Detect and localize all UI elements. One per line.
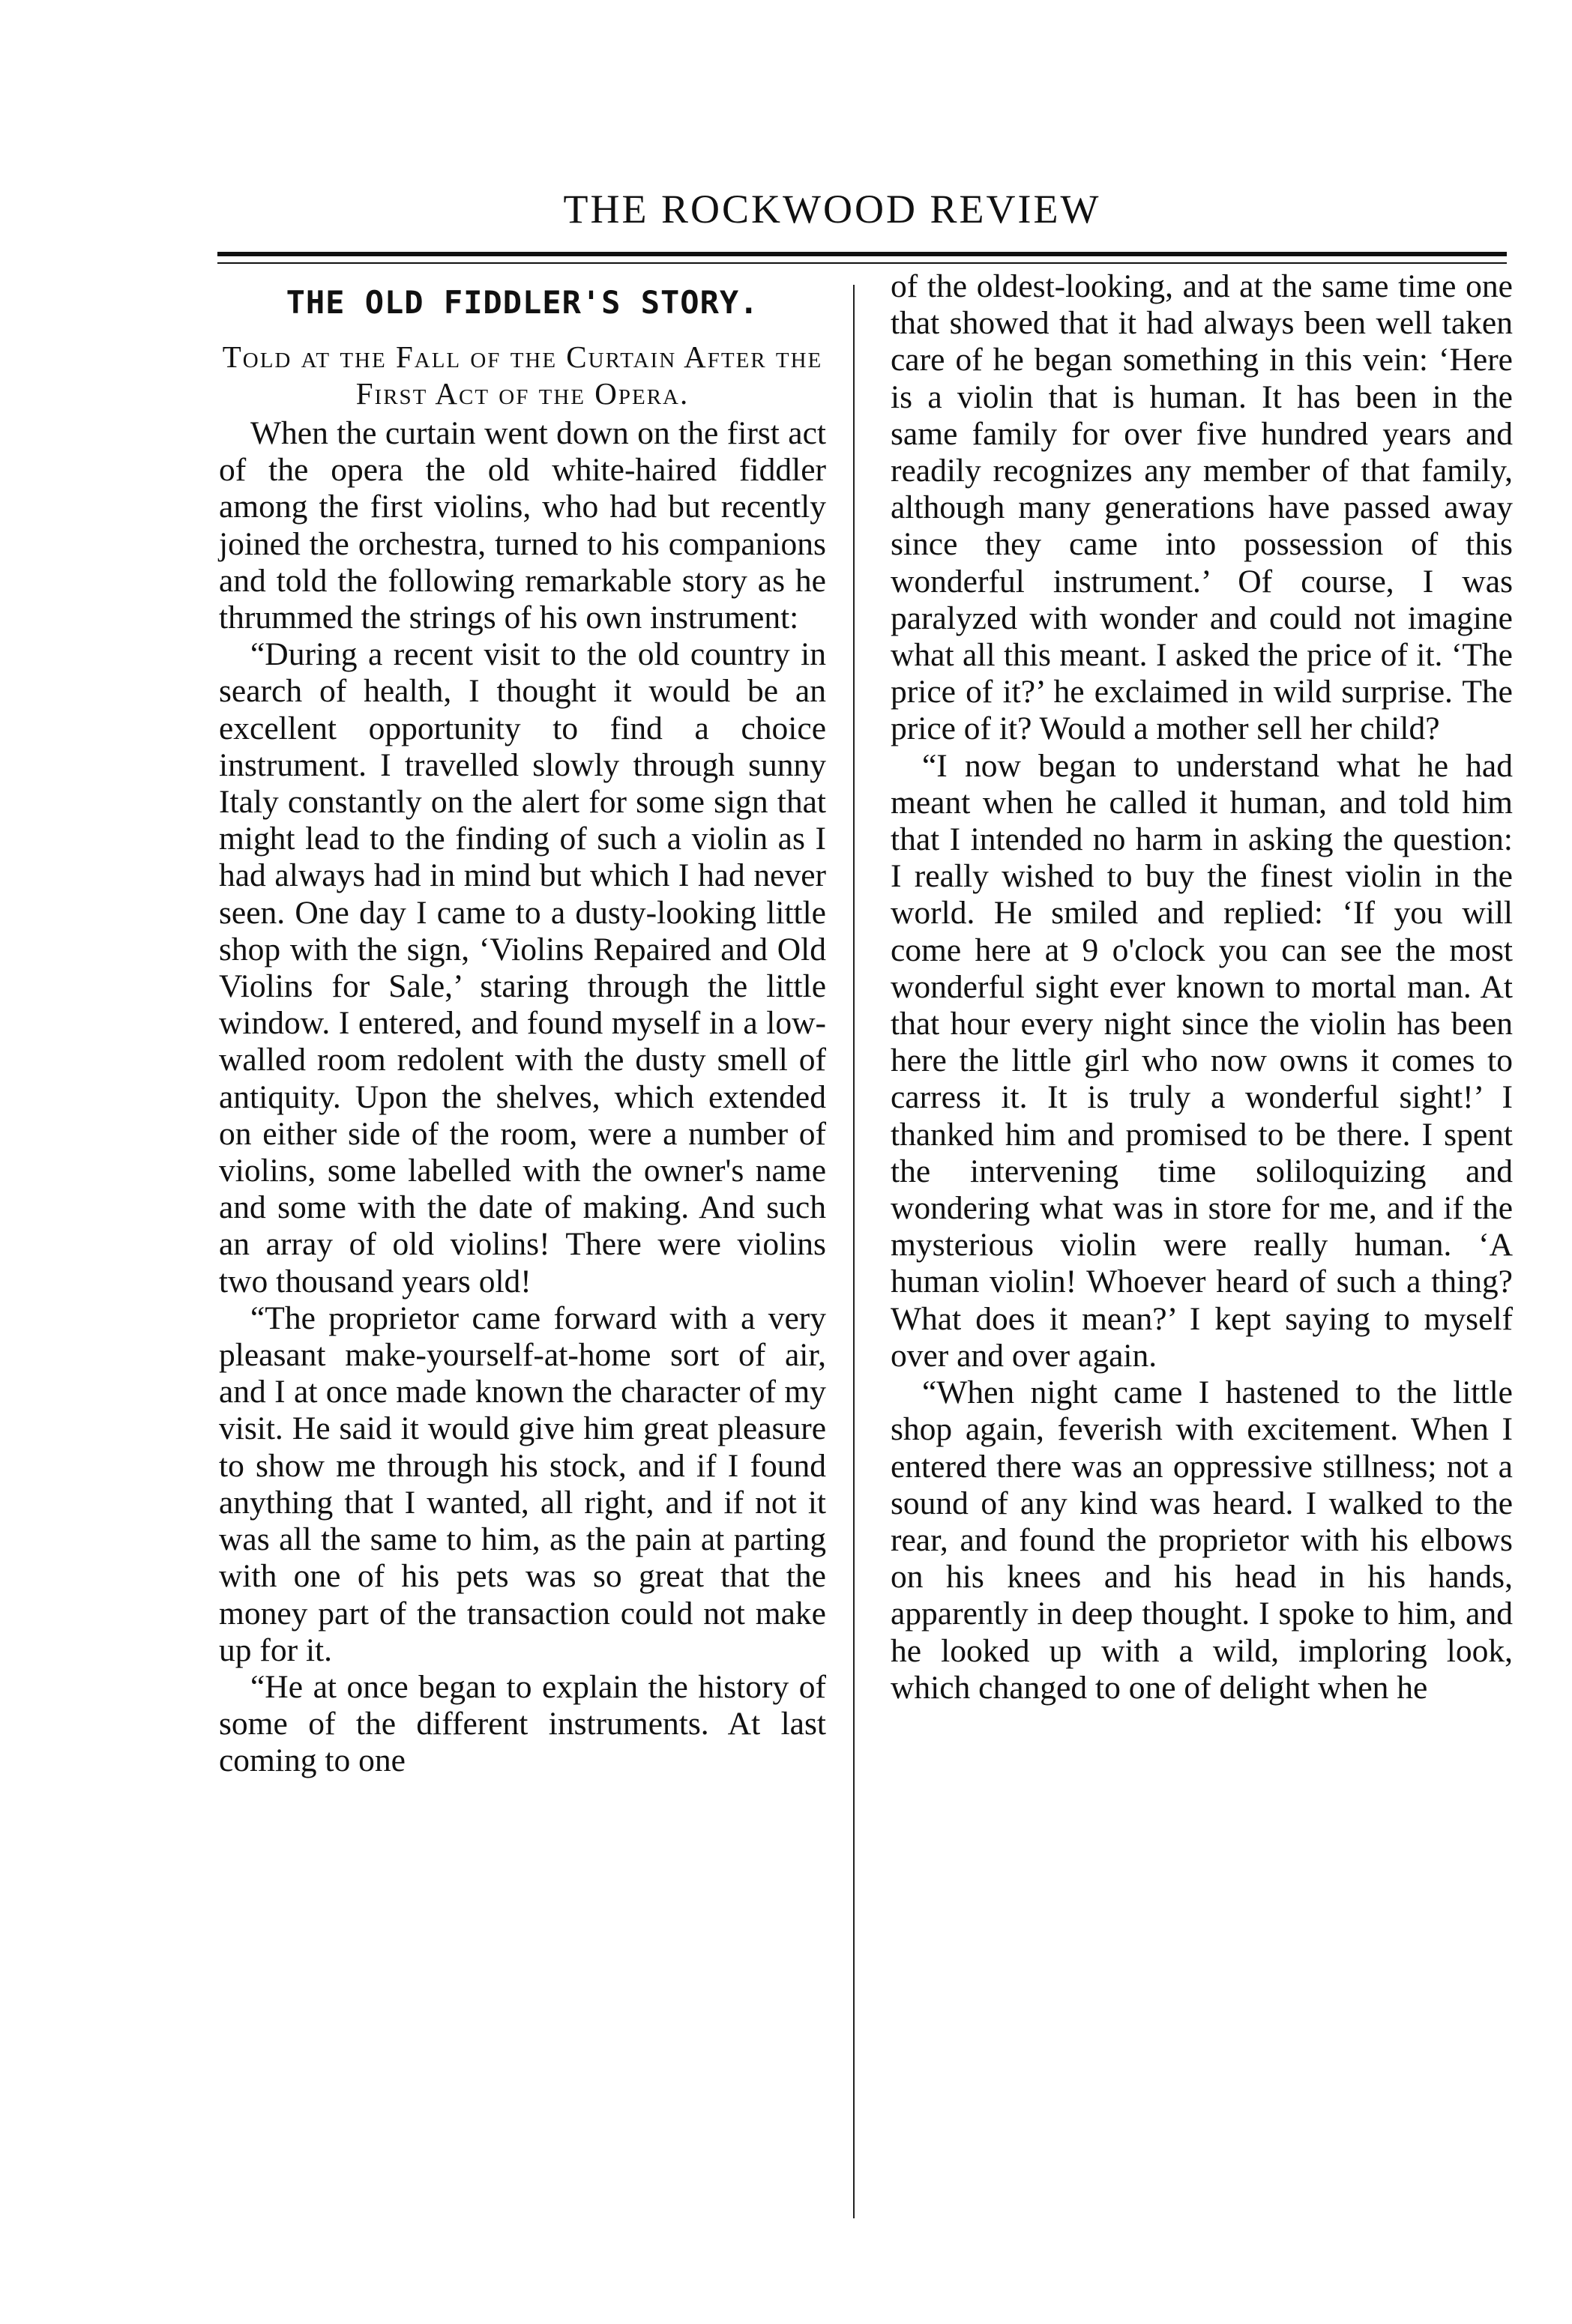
paragraph: “The proprietor came forward with a very pleasant make-yourself-at-home sort of air, and I at once made known the character of my visit. He said it would give him great pleasure to show me through his stock, and if I found anything that I wanted, all right, and if not it was all the same to him, as the pain at parting with one of his pets was so great that the money part of the transaction could not make up for it.: [219, 1300, 826, 1668]
paragraph: “He at once began to explain the history of some of the different instruments. At last coming to one: [219, 1668, 826, 1779]
running-head: THE ROCKWOOD REVIEW: [563, 187, 1101, 232]
paragraph: “During a recent visit to the old country in search of health, I thought it would be an excellent opportunity to find a choice instrument. I travelled slowly through sunny Italy constantly on the alert for some sign that might lead to the finding of such a violin as I had always had in mind but which I had never seen. One day I came to a dusty-looking little shop with the sign, ‘Violins Repaired and Old Violins for Sale,’ staring through the little window. I entered, and found myself in a low-walled room redolent with the dusty smell of antiquity. Upon the shelves, which extended on either side of the room, were a number of violins, some labelled with the owner's name and some with the date of making. And such an array of old violins! There were violins two thousand years old!: [219, 636, 826, 1300]
header-rule-thick: [217, 252, 1507, 256]
paragraph-continued: of the oldest-looking, and at the same time one that showed that it had always been well taken care of he began something in this vein: ‘Here is a violin that is human. It has been in the same family for over five hundred years and readily recognizes any member of that family, although many generations have passed away since they came into possession of this wonderful instrument.’ Of course, I was paralyzed with wonder and could not imagine what all this meant. I asked the price of it. ‘The price of it?’ he exclaimed in wild surprise. The price of it? Would a mother sell her child?: [891, 268, 1513, 747]
left-column: [219, 268, 826, 1780]
column-divider: [853, 285, 855, 2218]
right-column: [891, 268, 1513, 1706]
paragraph: When the curtain went down on the first act of the opera the old white-haired fiddler among the first violins, who had but recently joined the orchestra, turned to his companions and told the following remarkable story as he thrummed the strings of his own instrument:: [219, 415, 826, 636]
article-subtitle: Told at the Fall of the Curtain After the First Act of the Opera.: [222, 339, 823, 411]
header-rule-thin: [217, 262, 1507, 264]
paragraph: “I now began to understand what he had meant when he called it human, and told him that I intended no harm in asking the question: I really wished to buy the finest violin in the world. He smiled and replied: ‘If you will come here at 9 o'clock you can see the most wonderful sight ever known to mortal man. At that hour every night since the violin has been here the little girl who now owns it comes to carress it. It is truly a wonderful sight!’ I thanked him and promised to be there. I spent the intervening time soliloquizing and wondering what was in store for me, and if the mysterious violin were really human. ‘A human violin! Whoever heard of such a thing? What does it mean?’ I kept saying to myself over and over again.: [891, 747, 1513, 1374]
paragraph: “When night came I hastened to the little shop again, feverish with excitement. When I entered there was an oppressive stillness; not a sound of any kind was heard. I walked to the rear, and found the proprietor with his elbows on his knees and his head in his hands, apparently in deep thought. I spoke to him, and he looked up with a wild, imploring look, which changed to one of delight when he: [891, 1374, 1513, 1706]
article-title: THE OLD FIDDLER'S STORY.: [286, 284, 759, 321]
